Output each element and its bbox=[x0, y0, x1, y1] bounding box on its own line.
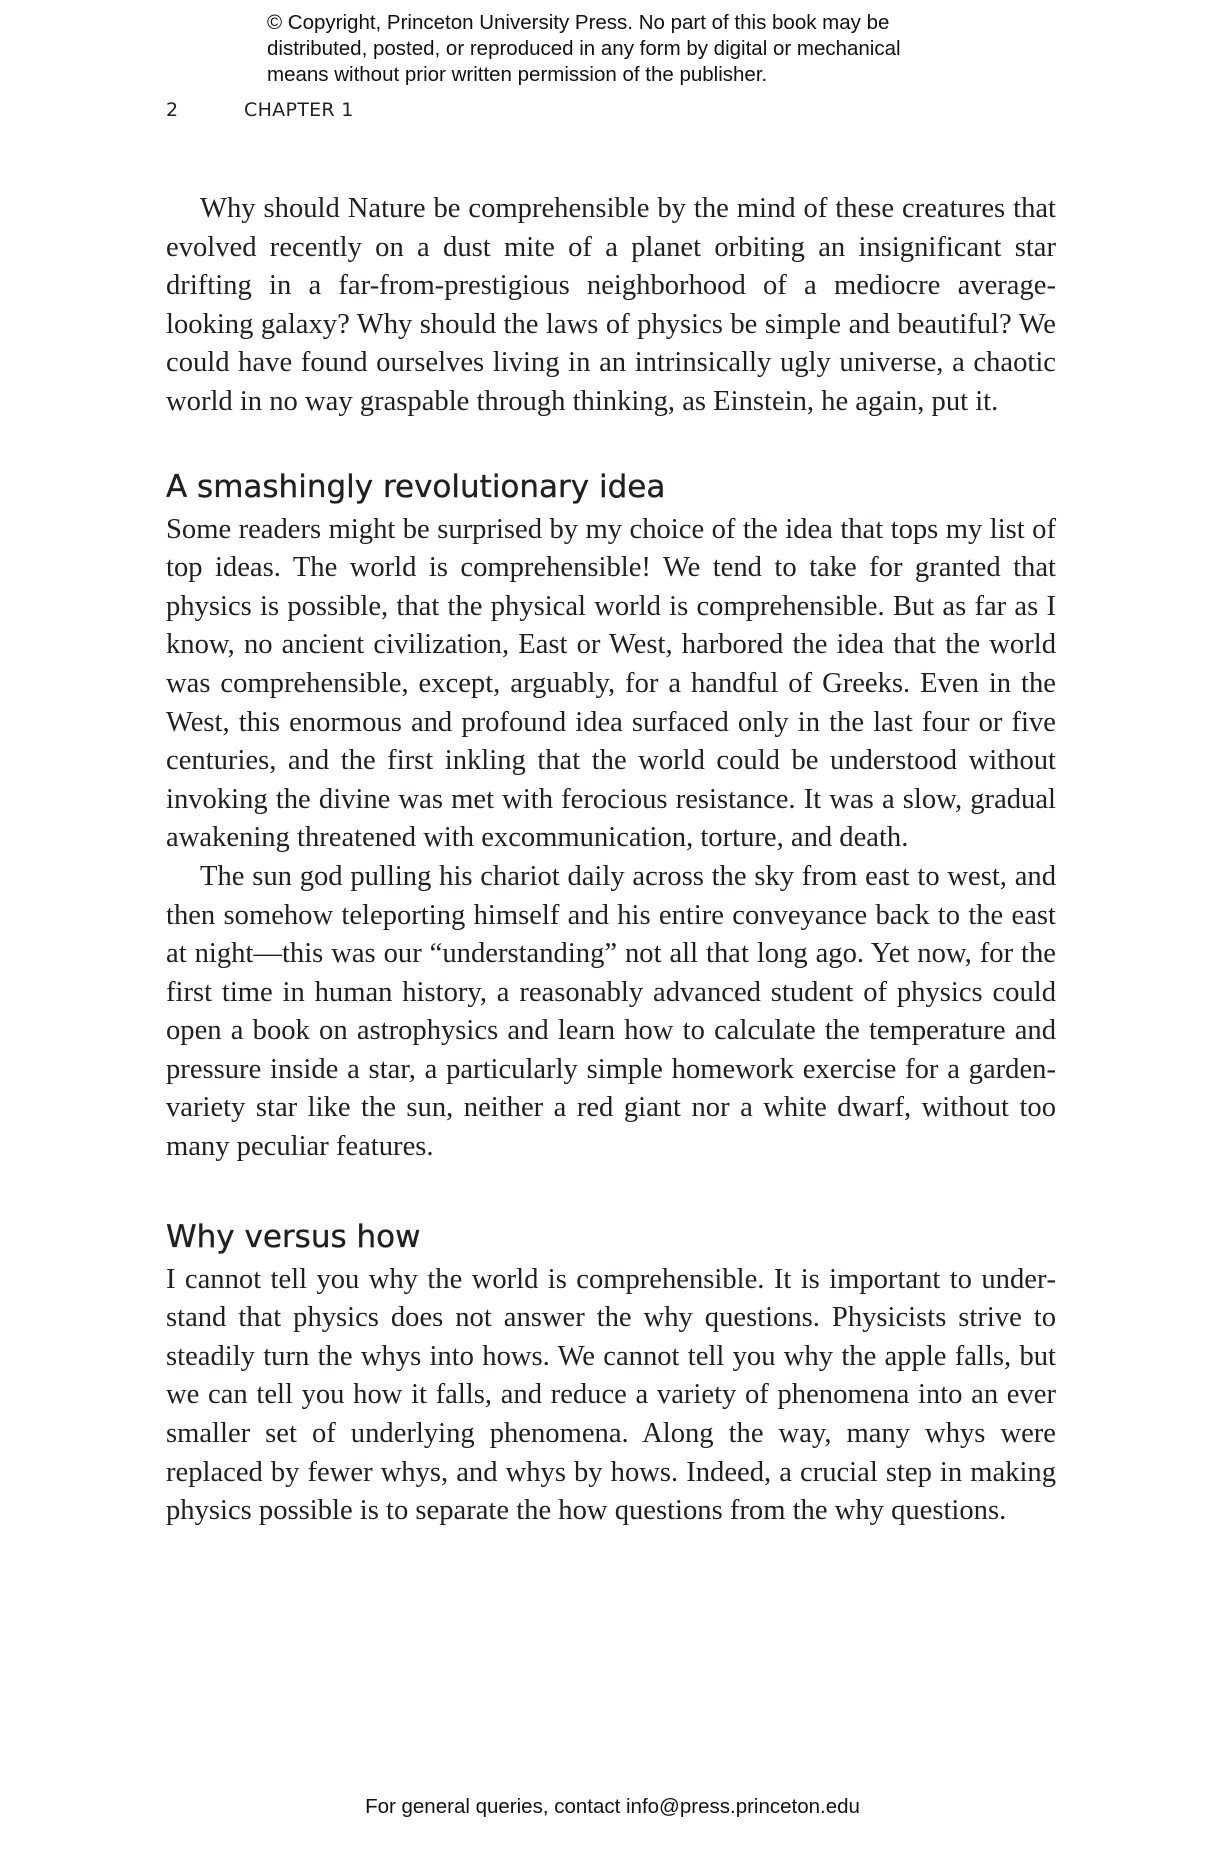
copyright-line-3: means without prior written permission of the publisher. bbox=[267, 63, 768, 86]
copyright-line-2: distributed, posted, or reproduced in any form by digital or mechanical bbox=[267, 37, 901, 60]
paragraph-3: The sun god pulling his chariot daily across the sky from east to west, and then somehow teleporting himself and his entire conveyance back to the east at night—this was our “understanding” not all that long ago. Yet now, for the first time in human history, a reasonably advanced student of physics could open a book on astrophysics and learn how to calculate the temperature and pressure inside a star, a particularly simple homework exercise for a garden-variety star like the sun, neither a red giant nor a white dwarf, without too many peculiar features. bbox=[166, 860, 1056, 1163]
section-heading-2: Why versus how bbox=[166, 1218, 421, 1255]
section-heading-1: A smashingly revolutionary idea bbox=[166, 468, 666, 505]
main-text bbox=[166, 190, 1056, 1531]
paragraph-2: Some readers might be surprised by my choice of the idea that tops my list of top ideas. The world is comprehensible! We tend to take for granted that physics is possible, that the physical world is comprehensible. But as far as I know, no ancient civilization, East or West, harbored the idea that the world was comprehensible, except, arguably, for a handful of Greeks. Even in the West, this enormous and profound idea surfaced only in the last four or five centuries, and the first inkling that the world could be understood without invoking the divine was met with ferocious resistance. It was a slow, gradual awakening threatened with excommunication, torture, and death. bbox=[166, 513, 1056, 854]
paragraph-1: Why should Nature be comprehensible by the mind of these creatures that evolved recently on a dust mite of a planet orbiting an insignificant star drifting in a far-from-prestigious neighborhood of a mediocre average-looking galaxy? Why should the laws of physics be simple and beautiful? We could have found ourselves living in an intrinsically ugly universe, a chaotic world in no way graspable through thinking, as Einstein, he again, put it. bbox=[166, 193, 1056, 417]
copyright-line-1: © Copyright, Princeton University Press. No part of this book may be bbox=[267, 11, 890, 34]
running-head bbox=[166, 99, 354, 121]
copyright-notice bbox=[267, 10, 1027, 88]
paragraph-4: I cannot tell you why the world is comprehensible. It is important to understand that physics does not answer the why questions. Physicists strive to steadily turn the whys into hows. We cannot tell you why the apple falls, but we can tell you how it falls, and reduce a variety of phenomena into an ever smaller set of underlying phenomena. Along the way, many whys were replaced by fewer whys, and whys by hows. Indeed, a crucial step in making physics possible is to separate the how questions from the why questions. bbox=[166, 1263, 1056, 1527]
chapter-label: CHAPTER 1 bbox=[244, 99, 354, 121]
page-number: 2 bbox=[166, 99, 179, 121]
footer-contact: For general queries, contact info@press.princeton.edu bbox=[365, 1795, 860, 1818]
